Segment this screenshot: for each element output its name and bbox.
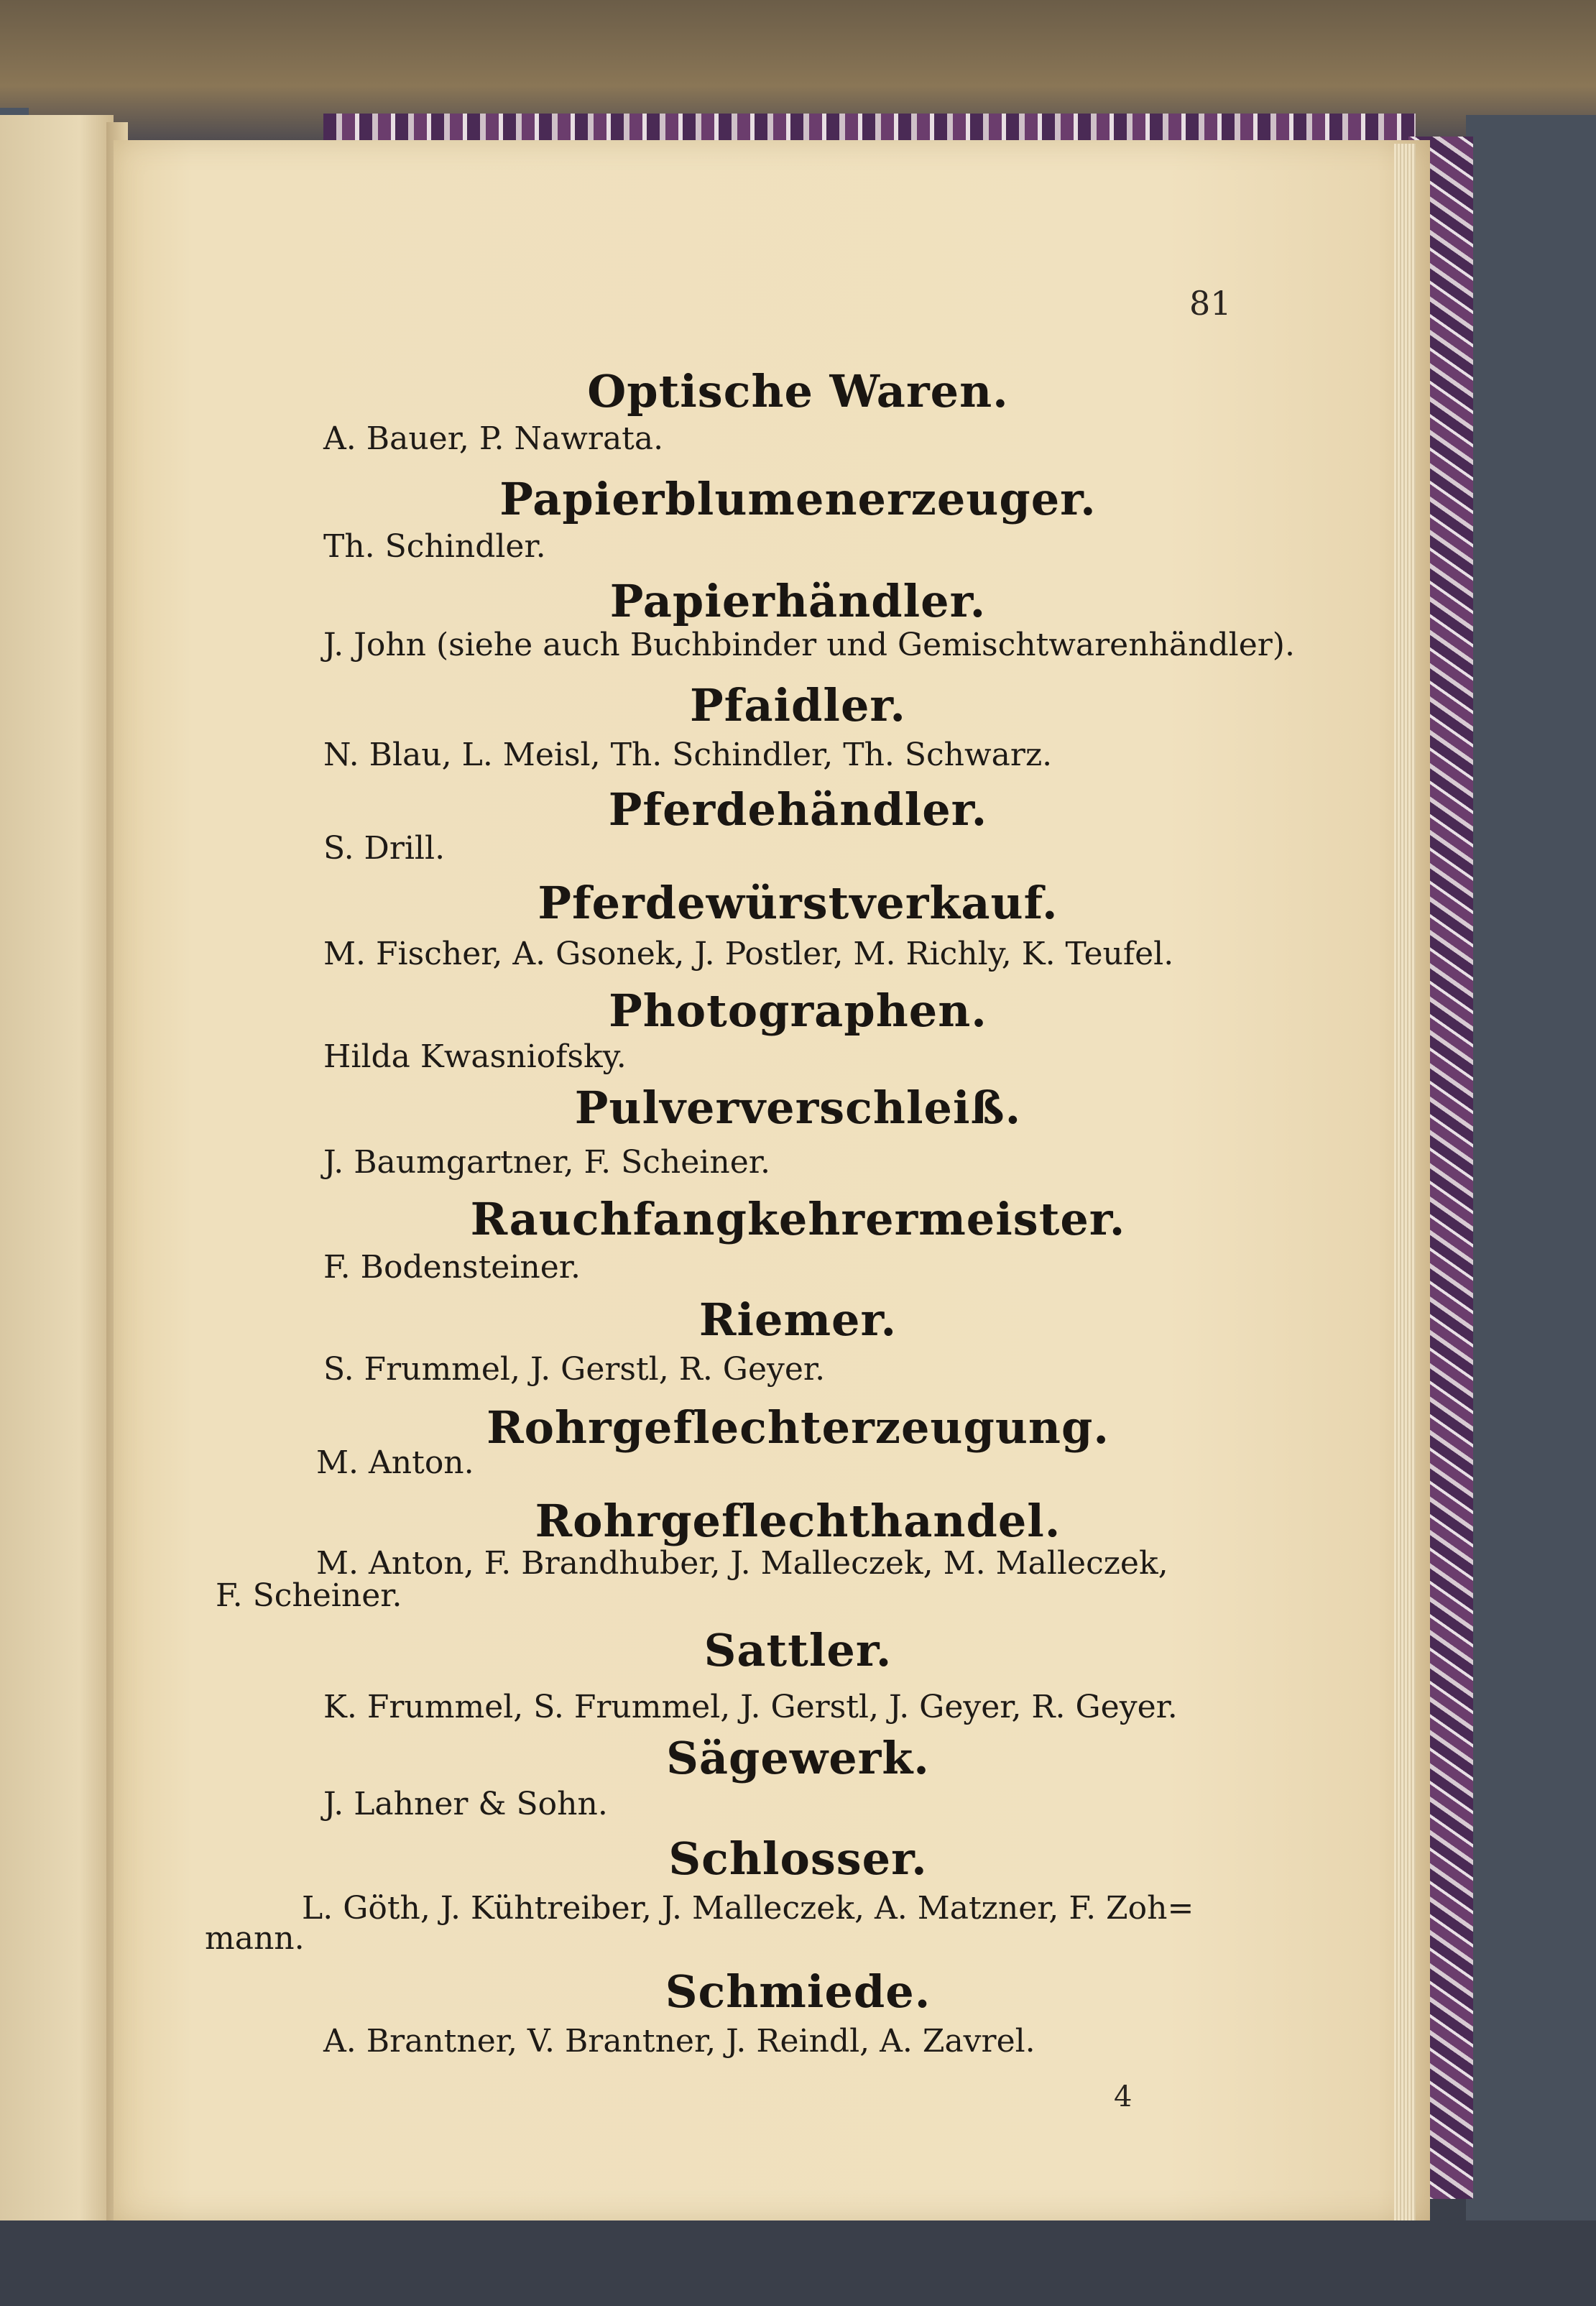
- section-heading: Rauchfangkehrermeister.: [470, 1193, 1126, 1245]
- section-entry: A. Bauer, P. Nawrata.: [323, 420, 664, 457]
- section-entry: S. Frummel, J. Gerstl, R. Geyer.: [323, 1351, 826, 1388]
- section-heading: Papierhändler.: [609, 575, 987, 627]
- section-heading: Rohrgeflechthandel.: [535, 1495, 1061, 1547]
- section-entry: M. Anton.: [316, 1444, 474, 1481]
- page-number: 81: [1189, 284, 1232, 323]
- section-entry: M. Anton, F. Brandhuber, J. Malleczek, M. Malleczek,: [316, 1545, 1168, 1582]
- section-heading: Sägewerk.: [666, 1732, 930, 1784]
- section-heading: Pulververschleiß.: [574, 1081, 1022, 1134]
- section-entry-continued: F. Scheiner.: [216, 1577, 402, 1614]
- section-entry: F. Bodensteiner.: [323, 1249, 581, 1286]
- section-entry-continued: mann.: [205, 1920, 305, 1957]
- section-entry: S. Drill.: [323, 830, 446, 867]
- section-entry: Hilda Kwasniofsky.: [323, 1038, 627, 1075]
- section-entry: N. Blau, L. Meisl, Th. Schindler, Th. Schwarz.: [323, 737, 1053, 773]
- section-heading: Pfaidler.: [690, 679, 906, 732]
- section-heading: Rohrgeflechterzeugung.: [486, 1401, 1110, 1454]
- section-entry: J. John (siehe auch Buchbinder und Gemischtwarenhändler).: [323, 627, 1295, 663]
- section-heading: Pferdewürstverkauf.: [538, 877, 1058, 929]
- section-heading: Schmiede.: [665, 1965, 931, 2018]
- section-entry: L. Göth, J. Kühtreiber, J. Malleczek, A. Matzner, F. Zoh=: [302, 1890, 1194, 1927]
- section-heading: Schlosser.: [668, 1832, 928, 1885]
- section-heading: Optische Waren.: [587, 365, 1009, 418]
- section-heading: Papierblumenerzeuger.: [499, 473, 1097, 525]
- section-entry: K. Frummel, S. Frummel, J. Gerstl, J. Geyer, R. Geyer.: [323, 1689, 1178, 1725]
- section-entry: Th. Schindler.: [323, 528, 546, 565]
- section-heading: Sattler.: [704, 1624, 892, 1677]
- section-entry: J. Lahner & Sohn.: [323, 1786, 608, 1822]
- signature-mark: 4: [1114, 2080, 1133, 2113]
- section-entry: A. Brantner, V. Brantner, J. Reindl, A. Zavrel.: [323, 2023, 1035, 2060]
- section-heading: Pferdehändler.: [608, 783, 988, 836]
- section-entry: J. Baumgartner, F. Scheiner.: [323, 1144, 770, 1181]
- section-heading: Riemer.: [698, 1293, 898, 1346]
- section-entry: M. Fischer, A. Gsonek, J. Postler, M. Richly, K. Teufel.: [323, 936, 1174, 972]
- section-heading: Photographen.: [609, 984, 987, 1037]
